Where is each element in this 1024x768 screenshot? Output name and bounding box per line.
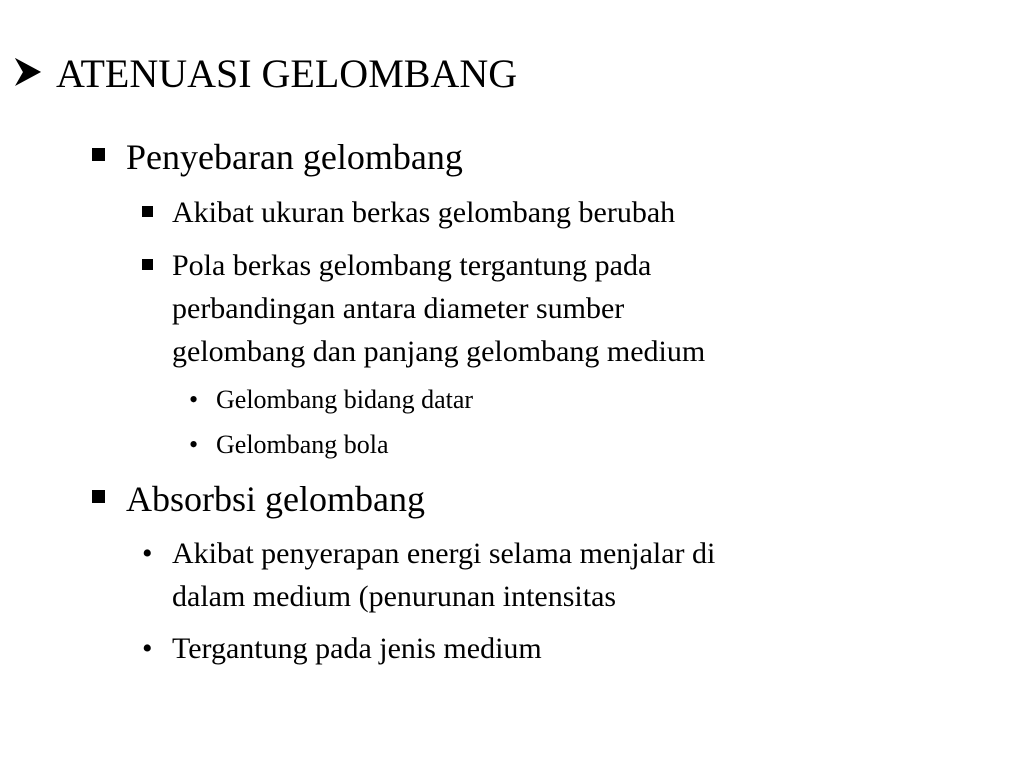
bullet-dot-icon: • — [189, 385, 199, 414]
sub-list-item: Gelombang bola — [216, 430, 389, 459]
square-bullet-icon — [142, 206, 153, 217]
bullet-dot-icon: • — [142, 632, 153, 665]
section-heading-absorbsi: Absorbsi gelombang — [126, 479, 425, 519]
list-item-line: Akibat ukuran berkas gelombang berubah — [172, 196, 676, 229]
square-bullet-icon — [92, 148, 105, 161]
section-heading-penyebaran: Penyebaran gelombang — [126, 137, 463, 177]
list-item-line: Akibat penyerapan energi selama menjalar di — [172, 537, 716, 570]
list-item-line: dalam medium (penurunan intensitas — [172, 580, 617, 613]
slide-title: ATENUASI GELOMBANG — [56, 51, 518, 96]
list-item-line: Pola berkas gelombang tergantung pada — [172, 249, 652, 282]
sub-list-item: Gelombang bidang datar — [216, 385, 474, 414]
list-item-line: gelombang dan panjang gelombang medium — [172, 335, 706, 368]
bullet-dot-icon: • — [142, 537, 153, 570]
list-item-line: Tergantung pada jenis medium — [172, 632, 542, 665]
square-bullet-icon — [142, 259, 153, 270]
arrowhead-bullet-icon — [14, 57, 42, 87]
list-item-line: perbandingan antara diameter sumber — [172, 292, 625, 325]
bullet-dot-icon: • — [189, 430, 199, 459]
square-bullet-icon — [92, 490, 105, 503]
